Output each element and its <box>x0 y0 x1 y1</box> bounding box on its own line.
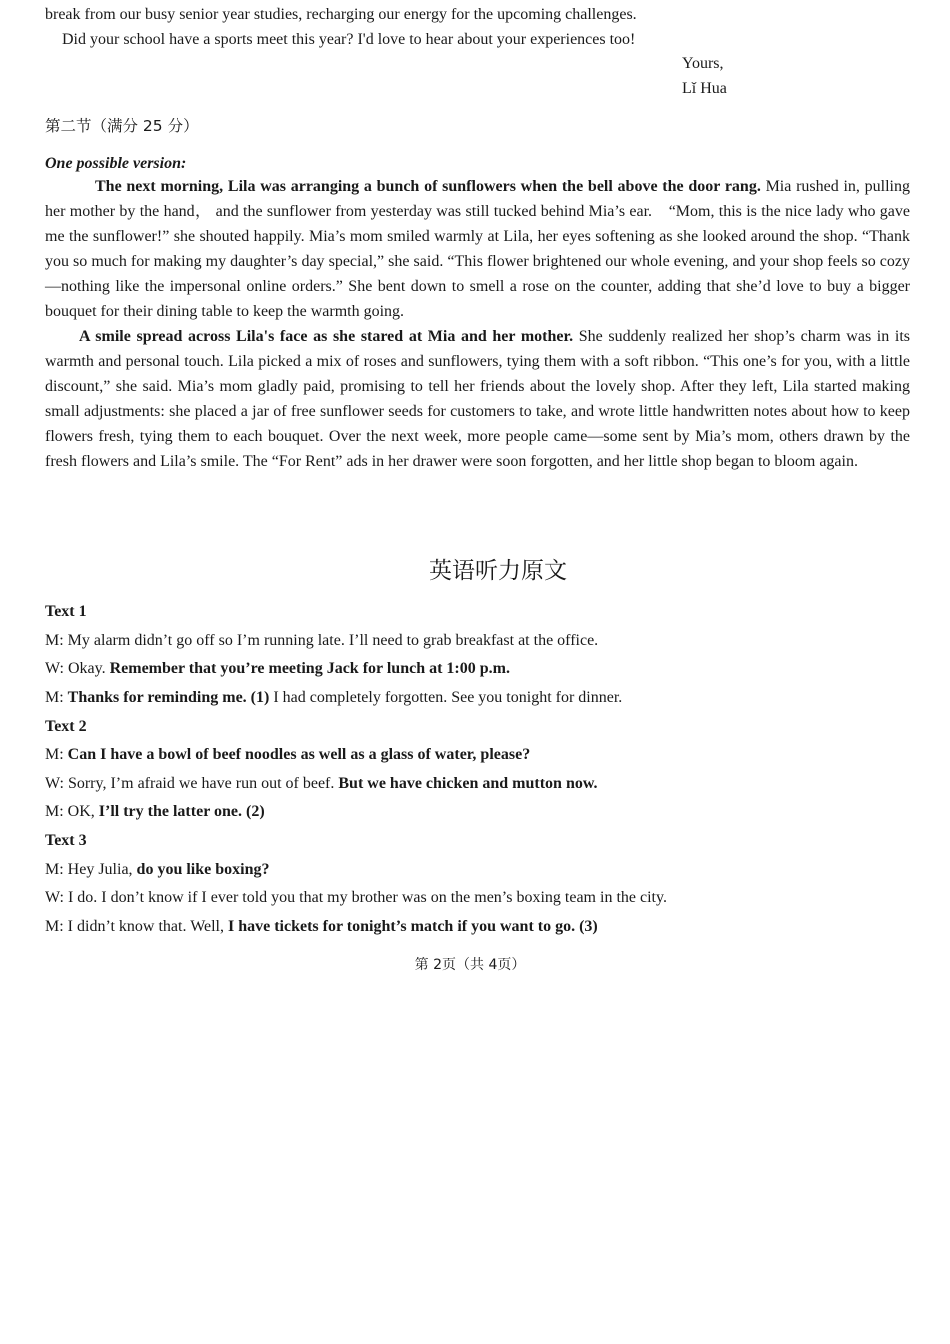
paragraph-1-opening: The next morning, Lila was arranging a bunch of sunflowers when the bell above the door rang. <box>95 178 761 195</box>
key-phrase: But we have chicken and mutton now. <box>338 775 598 792</box>
letter-line-2: Did your school have a sports meet this year? I'd love to hear about your experiences too! <box>62 31 636 48</box>
paragraph-1-body: Mia rushed in, pulling her mother by the hand， and the sunflower from yesterday was still tucked behind Mia’s ear. “Mom, this is the nice lady who gave me the sunflower!” she shouted happily. Mia’s mom smiled warmly at Lila, her eyes softening as she looked around the shop. “Thank you so much for making my daughter’s day special,” she said. “This flower brightened our whole evening, and your shop feels so cozy—nothing like the impersonal online orders.” She bent down to smell a rose on the counter, adding that she’d love to buy a bigger bouquet for their dining table to keep the warmth going. <box>45 178 910 320</box>
version-label: One possible version: <box>45 155 187 172</box>
key-phrase: do you like boxing? <box>136 861 270 878</box>
speaker-prefix: M: OK, <box>45 803 99 820</box>
essay-paragraph-1 <box>45 175 910 324</box>
paragraph-2-opening: A smile spread across Lila's face as she stared at Mia and her mother. <box>79 328 574 345</box>
text-1-line-1: M: My alarm didn’t go off so I’m running late. I’ll need to grab breakfast at the office. <box>45 632 599 649</box>
speaker-prefix: M: <box>45 689 68 706</box>
speaker-prefix: W: Sorry, I’m afraid we have run out of beef. <box>45 775 339 792</box>
letter-closing: Yours, <box>682 55 724 72</box>
page-number: 第 2页（共 4页） <box>414 957 526 973</box>
letter-signature: Lǐ Hua <box>682 80 727 97</box>
section-heading: 第二节（满分 25 分） <box>45 117 199 135</box>
speaker-prefix: M: <box>45 746 68 763</box>
text-1-line-3 <box>45 687 910 709</box>
speaker-prefix: M: Hey Julia, <box>45 861 137 878</box>
text-3-line-3 <box>45 916 910 938</box>
letter-line-1: break from our busy senior year studies, recharging our energy for the upcoming challenges. <box>45 6 637 23</box>
text-1-label: Text 1 <box>45 603 87 620</box>
paragraph-2-body: She suddenly realized her shop’s charm was in its warmth and personal touch. Lila picked a mix of roses and sunflowers, tying them with a soft ribbon. “This one’s for you, with a little discount,” she said. Mia’s mom gladly paid, promising to tell her friends about the lovely shop. After they left, Lila started making small adjustments: she placed a jar of free sunflower seeds for customers to take, and wrote little handwritten notes about how to keep flowers fresh, tying them to each bouquet. Over the next week, more people came—some sent by Mia’s mom, others drawn by the fresh flowers and Lila’s smile. The “For Rent” ads in her drawer were soon forgotten, and her little shop began to bloom again. <box>45 328 910 470</box>
key-phrase: I’ll try the latter one. (2) <box>98 803 265 820</box>
key-phrase: Remember that you’re meeting Jack for lunch at 1:00 p.m. <box>109 660 510 677</box>
speaker-prefix: W: Okay. <box>45 660 110 677</box>
line-rest: I had completely forgotten. See you tonight for dinner. <box>269 689 623 706</box>
text-2-line-2 <box>45 773 910 795</box>
text-2-label: Text 2 <box>45 718 87 735</box>
key-phrase: Thanks for reminding me. (1) <box>67 689 270 706</box>
text-2-line-1 <box>45 744 910 766</box>
key-phrase: Can I have a bowl of beef noodles as well as a glass of water, please? <box>67 746 531 763</box>
listening-title: 英语听力原文 <box>429 558 567 584</box>
text-1-line-2 <box>45 658 910 680</box>
text-3-line-1 <box>45 859 910 881</box>
essay-paragraph-2 <box>45 325 910 474</box>
text-3-label: Text 3 <box>45 832 87 849</box>
key-phrase: I have tickets for tonight’s match if you want to go. (3) <box>228 918 598 935</box>
text-3-line-2: W: I do. I don’t know if I ever told you that my brother was on the men’s boxing team in the city. <box>45 889 667 906</box>
text-2-line-3 <box>45 801 910 823</box>
speaker-prefix: M: I didn’t know that. Well, <box>45 918 228 935</box>
